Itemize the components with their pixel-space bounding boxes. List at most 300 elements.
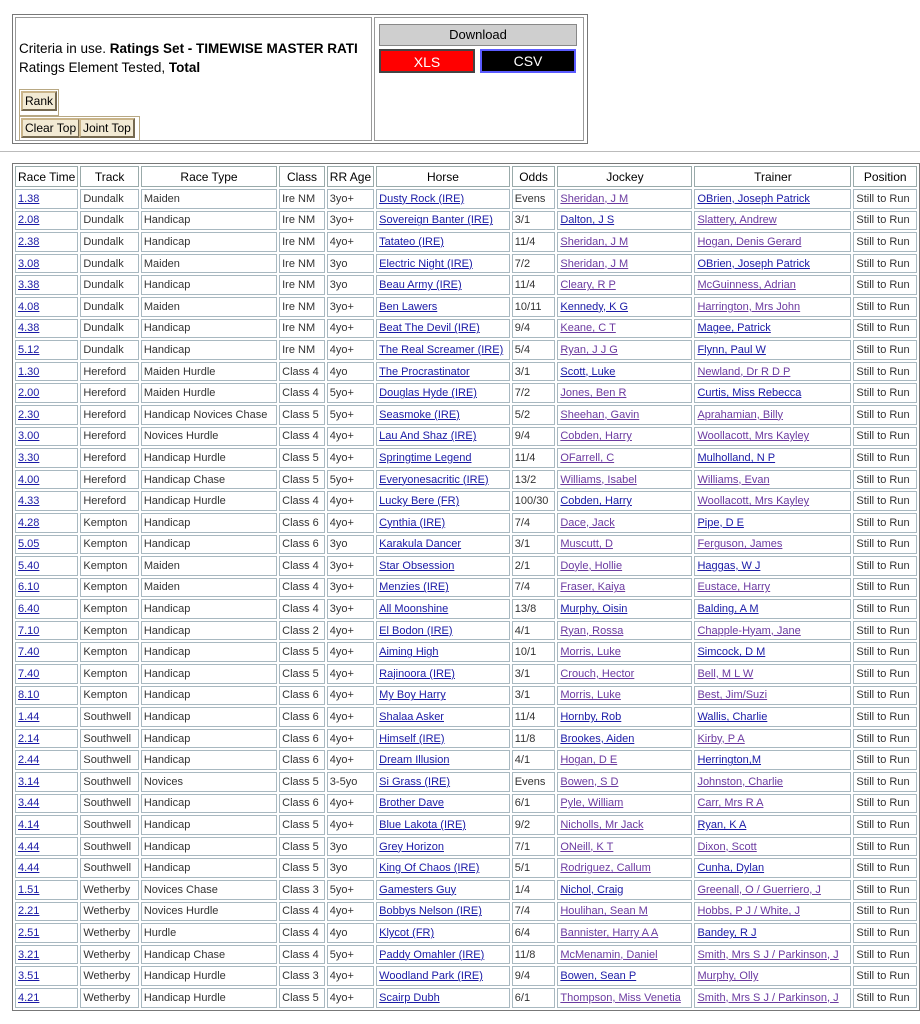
cell-track: Southwell (80, 729, 138, 749)
jockey-link[interactable]: Hogan, D E (560, 754, 618, 767)
cell-rr-age: 3yo (327, 275, 374, 295)
jockey-link[interactable]: Houlihan, Sean M (560, 905, 648, 918)
cell-class: Class 4 (279, 945, 325, 965)
race-time-link[interactable]: 2.51 (18, 926, 40, 939)
trainer-link[interactable]: Kirby, P A (697, 732, 745, 745)
column-header-race-type: Race Type (141, 166, 277, 187)
trainer-link[interactable]: McGuinness, Adrian (697, 279, 796, 292)
cell-horse (376, 750, 510, 770)
jockey-link[interactable]: Cobden, Harry (560, 495, 632, 508)
race-time-link[interactable]: 4.00 (18, 473, 40, 486)
trainer-link[interactable]: Pipe, D E (697, 516, 744, 529)
jockey-link[interactable]: Cleary, R P (560, 279, 616, 292)
race-time-link[interactable]: 5.12 (18, 343, 40, 356)
trainer-link[interactable]: Simcock, D M (697, 646, 766, 659)
criteria-box (15, 17, 372, 141)
jockey-link[interactable]: Scott, Luke (560, 365, 616, 378)
trainer-link[interactable]: Williams, Evan (697, 473, 770, 486)
horse-link[interactable]: Everyonesacritic (IRE) (379, 473, 489, 486)
cell-race-time (15, 707, 78, 727)
jockey-link[interactable]: Crouch, Hector (560, 667, 635, 680)
race-time-link[interactable]: 2.30 (18, 408, 40, 421)
cell-odds: 13/8 (512, 599, 556, 619)
race-time-link[interactable]: 3.08 (18, 257, 40, 270)
race-time-link[interactable]: 4.44 (18, 840, 40, 853)
cell-race-time (15, 319, 78, 339)
cell-race-type: Handicap (141, 815, 277, 835)
trainer-link[interactable]: Flynn, Paul W (697, 343, 766, 356)
cell-trainer (694, 880, 851, 900)
horse-link[interactable]: Brother Dave (379, 797, 444, 810)
trainer-link[interactable]: Chapple-Hyam, Jane (697, 624, 801, 637)
trainer-link[interactable]: Woollacott, Mrs Kayley (697, 495, 810, 508)
horse-link[interactable]: Himself (IRE) (379, 732, 445, 745)
cell-race-time (15, 988, 78, 1008)
cell-race-time (15, 405, 78, 425)
race-time-link[interactable]: 2.14 (18, 732, 40, 745)
horse-link[interactable]: Dream Illusion (379, 754, 450, 767)
cell-race-time (15, 750, 78, 770)
cell-track: Kempton (80, 556, 138, 576)
cell-odds: 5/2 (512, 405, 556, 425)
jockey-link[interactable]: OFarrell, C (560, 451, 615, 464)
jockey-link[interactable]: Keane, C T (560, 322, 616, 335)
cell-track: Dundalk (80, 275, 138, 295)
cell-rr-age: 4yo+ (327, 988, 374, 1008)
cell-track: Kempton (80, 686, 138, 706)
trainer-link[interactable]: Hogan, Denis Gerard (697, 235, 802, 248)
horse-link[interactable]: Dusty Rock (IRE) (379, 192, 465, 205)
cell-odds: 11/8 (512, 729, 556, 749)
horse-link[interactable]: Beau Army (IRE) (379, 279, 462, 292)
cell-horse (376, 945, 510, 965)
cell-trainer (694, 383, 851, 403)
cell-class: Class 6 (279, 535, 325, 555)
race-time-link[interactable]: 4.14 (18, 819, 40, 832)
trainer-link[interactable]: Best, Jim/Suzi (697, 689, 768, 702)
cell-horse (376, 340, 510, 360)
cell-trainer (694, 491, 851, 511)
cell-horse (376, 729, 510, 749)
race-time-link[interactable]: 2.38 (18, 235, 40, 248)
cell-jockey (557, 427, 692, 447)
trainer-link[interactable]: Greenall, O / Guerriero, J (697, 883, 821, 896)
horse-link[interactable]: King Of Chaos (IRE) (379, 862, 480, 875)
horse-link[interactable]: The Procrastinator (379, 365, 470, 378)
cell-odds: 6/1 (512, 794, 556, 814)
horse-link[interactable]: Beat The Devil (IRE) (379, 322, 480, 335)
cell-race-type: Handicap Chase (141, 470, 277, 490)
cell-horse (376, 880, 510, 900)
race-time-link[interactable]: 1.51 (18, 883, 40, 896)
cell-rr-age: 4yo+ (327, 427, 374, 447)
cell-jockey (557, 750, 692, 770)
trainer-link[interactable]: Johnston, Charlie (697, 775, 784, 788)
cell-race-type: Maiden Hurdle (141, 383, 277, 403)
race-time-link[interactable]: 8.10 (18, 689, 40, 702)
horse-link[interactable]: Si Grass (IRE) (379, 775, 451, 788)
horse-link[interactable]: Tatateo (IRE) (379, 235, 444, 248)
cell-race-time (15, 383, 78, 403)
horse-link[interactable]: Shalaa Asker (379, 711, 444, 724)
race-time-link[interactable]: 4.08 (18, 300, 40, 313)
jockey-link[interactable]: Pyle, William (560, 797, 624, 810)
race-time-link[interactable]: 2.21 (18, 905, 40, 918)
horse-link[interactable]: Aiming High (379, 646, 439, 659)
trainer-link[interactable]: Ryan, K A (697, 819, 747, 832)
column-header-odds: Odds (512, 166, 556, 187)
cell-jockey (557, 966, 692, 986)
cell-track: Dundalk (80, 319, 138, 339)
jockey-link[interactable]: Hornby, Rob (560, 711, 622, 724)
jockey-link[interactable]: Fraser, Kaiya (560, 581, 626, 594)
cell-odds: 7/2 (512, 254, 556, 274)
trainer-link[interactable]: Hobbs, P J / White, J (697, 905, 800, 918)
cell-race-time (15, 340, 78, 360)
cell-position: Still to Run (853, 599, 917, 619)
cell-jockey (557, 902, 692, 922)
trainer-link[interactable]: Slattery, Andrew (697, 214, 777, 227)
cell-odds: 2/1 (512, 556, 556, 576)
jockey-link[interactable]: Ryan, Rossa (560, 624, 624, 637)
cell-horse (376, 556, 510, 576)
cell-class: Class 6 (279, 729, 325, 749)
cell-track: Southwell (80, 772, 138, 792)
table-row (15, 621, 917, 641)
joint-top-button[interactable]: Joint Top (79, 118, 135, 138)
jockey-link[interactable]: Murphy, Oisin (560, 603, 628, 616)
horse-link[interactable]: Grey Horizon (379, 840, 444, 853)
cell-horse (376, 189, 510, 209)
cell-race-time (15, 686, 78, 706)
horse-link[interactable]: All Moonshine (379, 603, 449, 616)
race-time-link[interactable]: 5.05 (18, 538, 40, 551)
trainer-link[interactable]: Ferguson, James (697, 538, 783, 551)
race-time-link[interactable]: 7.10 (18, 624, 40, 637)
horse-link[interactable]: Bobbys Nelson (IRE) (379, 905, 482, 918)
race-time-link[interactable]: 7.40 (18, 646, 40, 659)
horse-link[interactable]: Seasmoke (IRE) (379, 408, 460, 421)
table-row (15, 858, 917, 878)
horse-link[interactable]: The Real Screamer (IRE) (379, 343, 504, 356)
horse-link[interactable]: El Bodon (IRE) (379, 624, 453, 637)
cell-race-type: Handicap (141, 232, 277, 252)
cell-odds: 1/4 (512, 880, 556, 900)
cell-odds: 9/2 (512, 815, 556, 835)
cell-jockey (557, 664, 692, 684)
horse-link[interactable]: Gamesters Guy (379, 883, 457, 896)
trainer-link[interactable]: Harrington, Mrs John (697, 300, 801, 313)
trainer-link[interactable]: Mulholland, N P (697, 451, 776, 464)
cell-class: Class 4 (279, 491, 325, 511)
jockey-link[interactable]: Williams, Isabel (560, 473, 637, 486)
horse-link[interactable]: Scairp Dubh (379, 991, 440, 1004)
trainer-link[interactable]: Aprahamian, Billy (697, 408, 784, 421)
cell-race-time (15, 578, 78, 598)
cell-odds: 3/1 (512, 362, 556, 382)
race-time-link[interactable]: 3.30 (18, 451, 40, 464)
cell-track: Dundalk (80, 254, 138, 274)
cell-odds: Evens (512, 189, 556, 209)
jockey-link[interactable]: Dalton, J S (560, 214, 615, 227)
horse-link[interactable]: Douglas Hyde (IRE) (379, 387, 477, 400)
trainer-link[interactable]: Herrington,M (697, 754, 762, 767)
trainer-link[interactable]: Wallis, Charlie (697, 711, 768, 724)
horse-link[interactable]: Lau And Shaz (IRE) (379, 430, 477, 443)
jockey-link[interactable]: Jones, Ben R (560, 387, 627, 400)
jockey-link[interactable]: Kennedy, K G (560, 300, 629, 313)
cell-rr-age: 3yo+ (327, 211, 374, 231)
jockey-link[interactable]: Rodriguez, Callum (560, 862, 651, 875)
race-time-link[interactable]: 4.44 (18, 862, 40, 875)
cell-odds: 6/1 (512, 988, 556, 1008)
cell-race-type: Handicap Hurdle (141, 966, 277, 986)
jockey-link[interactable]: Sheridan, J M (560, 192, 629, 205)
table-row (15, 232, 917, 252)
jockey-link[interactable]: Sheehan, Gavin (560, 408, 640, 421)
trainer-link[interactable]: Magee, Patrick (697, 322, 771, 335)
trainer-link[interactable]: Eustace, Harry (697, 581, 771, 594)
race-time-link[interactable]: 3.00 (18, 430, 40, 443)
horse-link[interactable]: Sovereign Banter (IRE) (379, 214, 493, 227)
horse-link[interactable]: Star Obsession (379, 559, 455, 572)
table-row (15, 513, 917, 533)
horse-link[interactable]: Woodland Park (IRE) (379, 970, 483, 983)
cell-position: Still to Run (853, 642, 917, 662)
horse-link[interactable]: Ben Lawers (379, 300, 438, 313)
jockey-link[interactable]: Thompson, Miss Venetia (560, 991, 681, 1004)
cell-class: Class 3 (279, 966, 325, 986)
trainer-link[interactable]: Smith, Mrs S J / Parkinson, J (697, 948, 839, 961)
table-row (15, 902, 917, 922)
cell-class: Class 4 (279, 362, 325, 382)
cell-class: Class 5 (279, 772, 325, 792)
jockey-link[interactable]: McMenamin, Daniel (560, 948, 658, 961)
trainer-link[interactable]: Woollacott, Mrs Kayley (697, 430, 810, 443)
cell-class: Class 4 (279, 556, 325, 576)
table-row (15, 966, 917, 986)
race-time-link[interactable]: 3.14 (18, 775, 40, 788)
race-time-link[interactable]: 4.33 (18, 495, 40, 508)
cell-race-type: Maiden Hurdle (141, 362, 277, 382)
race-time-link[interactable]: 1.38 (18, 192, 40, 205)
cell-odds: 100/30 (512, 491, 556, 511)
jockey-link[interactable]: Cobden, Harry (560, 430, 632, 443)
table-row (15, 189, 917, 209)
cell-horse (376, 664, 510, 684)
cell-jockey (557, 837, 692, 857)
cell-horse (376, 686, 510, 706)
cell-horse (376, 815, 510, 835)
csv-download-button[interactable]: CSV (480, 49, 576, 73)
trainer-link[interactable]: Dixon, Scott (697, 840, 757, 853)
table-row (15, 750, 917, 770)
cell-trainer (694, 858, 851, 878)
cell-odds: 7/2 (512, 383, 556, 403)
cell-jockey (557, 319, 692, 339)
jockey-link[interactable]: Bowen, S D (560, 775, 619, 788)
cell-race-time (15, 448, 78, 468)
cell-race-type: Handicap (141, 858, 277, 878)
table-row (15, 427, 917, 447)
trainer-link[interactable]: Haggas, W J (697, 559, 761, 572)
race-time-link[interactable]: 1.30 (18, 365, 40, 378)
cell-rr-age: 4yo+ (327, 448, 374, 468)
cell-odds: 3/1 (512, 211, 556, 231)
cell-race-type: Handicap (141, 750, 277, 770)
trainer-link[interactable]: Bell, M L W (697, 667, 754, 680)
trainer-link[interactable]: Newland, Dr R D P (697, 365, 791, 378)
cell-jockey (557, 945, 692, 965)
column-header-rr-age: RR Age (327, 166, 374, 187)
horse-link[interactable]: Karakula Dancer (379, 538, 462, 551)
jockey-link[interactable]: Nicholls, Mr Jack (560, 819, 644, 832)
cell-trainer (694, 513, 851, 533)
horse-link[interactable]: Cynthia (IRE) (379, 516, 446, 529)
jockey-link[interactable]: Morris, Luke (560, 646, 621, 659)
jockey-link[interactable]: Brookes, Aiden (560, 732, 635, 745)
trainer-link[interactable]: Curtis, Miss Rebecca (697, 387, 802, 400)
cell-odds: 3/1 (512, 535, 556, 555)
cell-odds: 7/4 (512, 902, 556, 922)
results-container (12, 163, 920, 1011)
cell-trainer (694, 470, 851, 490)
race-time-link[interactable]: 2.44 (18, 754, 40, 767)
horse-link[interactable]: Blue Lakota (IRE) (379, 819, 466, 832)
cell-race-time (15, 966, 78, 986)
jockey-link[interactable]: Sheridan, J M (560, 235, 629, 248)
cell-race-type: Handicap (141, 686, 277, 706)
jockey-link[interactable]: Doyle, Hollie (560, 559, 623, 572)
cell-rr-age: 3yo (327, 858, 374, 878)
cell-odds: 7/1 (512, 837, 556, 857)
cell-track: Dundalk (80, 297, 138, 317)
horse-link[interactable]: Lucky Bere (FR) (379, 495, 460, 508)
cell-position: Still to Run (853, 535, 917, 555)
jockey-link[interactable]: Sheridan, J M (560, 257, 629, 270)
jockey-link[interactable]: Ryan, J J G (560, 343, 618, 356)
clear-top-button[interactable]: Clear Top (21, 118, 80, 138)
race-time-link[interactable]: 4.21 (18, 991, 40, 1004)
cell-race-type: Maiden (141, 189, 277, 209)
cell-odds: 3/1 (512, 686, 556, 706)
table-row (15, 556, 917, 576)
cell-trainer (694, 405, 851, 425)
cell-odds: 3/1 (512, 664, 556, 684)
cell-race-type: Handicap (141, 729, 277, 749)
cell-jockey (557, 815, 692, 835)
jockey-link[interactable]: Morris, Luke (560, 689, 621, 702)
jockey-link[interactable]: Dace, Jack (560, 516, 615, 529)
cell-race-time (15, 772, 78, 792)
cell-position: Still to Run (853, 923, 917, 943)
race-time-link[interactable]: 3.38 (18, 279, 40, 292)
race-time-link[interactable]: 6.10 (18, 581, 40, 594)
ratings-element: Total (168, 60, 201, 75)
cell-rr-age: 4yo+ (327, 707, 374, 727)
cell-odds: 11/4 (512, 707, 556, 727)
cell-rr-age: 3yo+ (327, 599, 374, 619)
jockey-link[interactable]: Nichol, Craig (560, 883, 624, 896)
horse-link[interactable]: My Boy Harry (379, 689, 446, 702)
cell-horse (376, 578, 510, 598)
rank-button[interactable]: Rank (21, 91, 57, 111)
cell-odds: 10/11 (512, 297, 556, 317)
horse-link[interactable]: Klycot (FR) (379, 926, 435, 939)
trainer-link[interactable]: Balding, A M (697, 603, 759, 616)
cell-track: Kempton (80, 535, 138, 555)
cell-position: Still to Run (853, 254, 917, 274)
cell-position: Still to Run (853, 880, 917, 900)
cell-race-time (15, 599, 78, 619)
cell-class: Class 6 (279, 750, 325, 770)
race-time-link[interactable]: 3.44 (18, 797, 40, 810)
jockey-link[interactable]: Bowen, Sean P (560, 970, 637, 983)
horse-link[interactable]: Electric Night (IRE) (379, 257, 473, 270)
cell-class: Class 5 (279, 988, 325, 1008)
trainer-link[interactable]: Carr, Mrs R A (697, 797, 764, 810)
horse-link[interactable]: Menzies (IRE) (379, 581, 449, 594)
trainer-link[interactable]: Cunha, Dylan (697, 862, 765, 875)
cell-horse (376, 427, 510, 447)
race-time-link[interactable]: 4.38 (18, 322, 40, 335)
cell-position: Still to Run (853, 902, 917, 922)
cell-trainer (694, 772, 851, 792)
race-time-link[interactable]: 6.40 (18, 603, 40, 616)
cell-rr-age: 5yo+ (327, 383, 374, 403)
trainer-link[interactable]: Murphy, Olly (697, 970, 759, 983)
race-time-link[interactable]: 3.21 (18, 948, 40, 961)
race-time-link[interactable]: 2.00 (18, 387, 40, 400)
horse-link[interactable]: Paddy Omahler (IRE) (379, 948, 485, 961)
race-time-link[interactable]: 1.44 (18, 711, 40, 724)
cell-track: Wetherby (80, 988, 138, 1008)
cell-race-time (15, 427, 78, 447)
trainer-link[interactable]: Smith, Mrs S J / Parkinson, J (697, 991, 839, 1004)
race-time-link[interactable]: 3.51 (18, 970, 40, 983)
jockey-link[interactable]: ONeill, K T (560, 840, 614, 853)
race-time-link[interactable]: 5.40 (18, 559, 40, 572)
column-header-horse: Horse (376, 166, 510, 187)
cell-track: Kempton (80, 513, 138, 533)
element-prefix: Ratings Element Tested, (19, 60, 169, 75)
cell-jockey (557, 405, 692, 425)
horse-link[interactable]: Springtime Legend (379, 451, 472, 464)
cell-jockey (557, 556, 692, 576)
cell-odds: 11/4 (512, 232, 556, 252)
cell-jockey (557, 232, 692, 252)
race-time-link[interactable]: 4.28 (18, 516, 40, 529)
cell-horse (376, 621, 510, 641)
cell-class: Class 6 (279, 794, 325, 814)
cell-rr-age: 3-5yo (327, 772, 374, 792)
cell-jockey (557, 297, 692, 317)
xls-download-button[interactable]: XLS (379, 49, 475, 73)
cell-race-time (15, 923, 78, 943)
trainer-link[interactable]: OBrien, Joseph Patrick (697, 257, 810, 270)
race-time-link[interactable]: 2.08 (18, 214, 40, 227)
race-time-link[interactable]: 7.40 (18, 667, 40, 680)
cell-rr-age: 5yo+ (327, 405, 374, 425)
cell-rr-age: 4yo+ (327, 902, 374, 922)
trainer-link[interactable]: Bandey, R J (697, 926, 757, 939)
horse-link[interactable]: Rajinoora (IRE) (379, 667, 455, 680)
trainer-link[interactable]: OBrien, Joseph Patrick (697, 192, 810, 205)
jockey-link[interactable]: Bannister, Harry A A (560, 926, 659, 939)
cell-class: Class 6 (279, 686, 325, 706)
jockey-link[interactable]: Muscutt, D (560, 538, 613, 551)
cell-track: Kempton (80, 578, 138, 598)
